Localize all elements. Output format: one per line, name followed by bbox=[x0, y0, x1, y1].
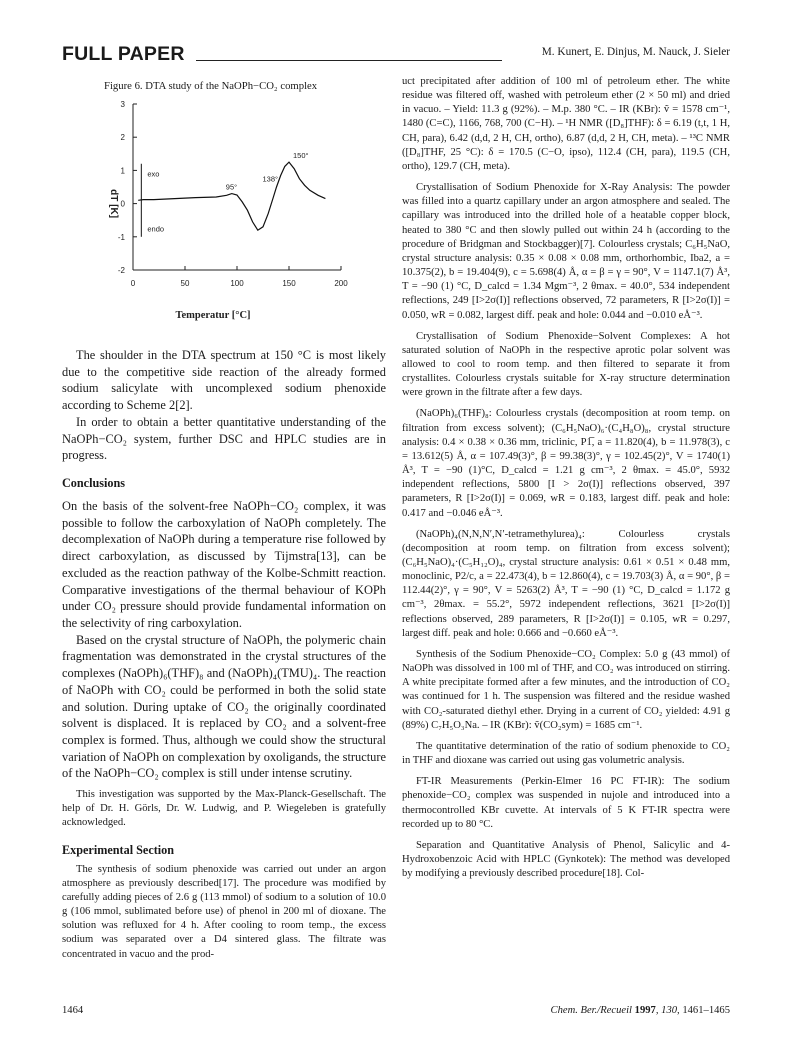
annotation-label: 150° bbox=[293, 151, 309, 161]
x-tick-label: 150 bbox=[282, 279, 296, 288]
paragraph: Based on the crystal structure of NaOPh, the polymeric chain fragmentation was demonstrated in the crystal structures of the complexes (NaOPh)₆(THF)₈ and (NaOPh)₄(TMU)₄. The reaction of NaOPh with CO₂ could be performed in both the solid state and solution. During uptake of CO₂ the originally coordinated solvent is displaced. It is replaced by CO₂ and a solvent-free complex is formed. Thus, although we could show the structural variation of NaOPh on complexation by oxoligands, the structure of the NaOPh−CO₂ complex is still under intense scrutiny. bbox=[62, 632, 386, 781]
paragraph: uct precipitated after addition of 100 ml of petroleum ether. The white residue was filtered off, washed with petroleum ether (2 × 50 ml) and dried in vacuo. – Yield: 11.3 g (92%). – M.p. 380 °C. – IR (KBr): ṽ = 1578 cm⁻¹, 1480 (C=C), 1166, 768, 700 (C−H). – ¹H NMR ([D₈]THF): δ = 6.19 (t,t, 1 H, CH, para), 6.42 (d,d, 2 H, CH, ortho), 6.87 (d,d, 2 H, CH, meta). – ¹³C NMR ([D₈]THF, 25 °C): δ = 170.5 (C−O, ipso), 112.4 (CH, para), 119.5 (CH, ortho), 129.7 (CH, meta). bbox=[402, 76, 730, 172]
paragraph: (NaOPh)₆(THF)₈: Colourless crystals (decomposition at room temp. on filtration from excess solvent); (C₆H₅NaO)₆·(C₄H₈O)₈, crystal structure analysis: 0.4 × 0.38 × 0.36 mm, triclinic, P1̅, a = 11.820(4), b = 11.978(3), c = 13.612(5) Å, α = 107.49(3)°, β = 99.38(3)°, γ = 102.45(2)°, V = 1740(1) Å³, T = −90 (1)°C, D_calcd = 1.21 g cm⁻³, 2 θmax. = 45.0°, 5932 independent reflections, 5800 [I > 2σ(I)] reflections observed, 397 parameters, R [I>2σ(I)] = 0.069, wR = 0.183, largest diff. peak and hole: 0.417 and −0.046 eÅ⁻³. bbox=[402, 408, 730, 519]
page-number: 1464 bbox=[62, 1005, 84, 1016]
heading-conclusions: Conclusions bbox=[62, 475, 125, 490]
annotation-label: exo bbox=[147, 169, 160, 179]
y-tick-label: 1 bbox=[120, 166, 125, 176]
paragraph: Synthesis of the Sodium Phenoxide−CO₂ Complex: 5.0 g (43 mmol) of NaOPh was dissolved in 100 ml of THF, and CO₂ was introduced on stirring. A white precipitate formed after a few minutes, and the introduction of CO₂ was continued for 1 h. The suspension was filtered and the residue washed with CO₂-saturated diethyl ether. Drying in a current of CO₂ yielded: 4.91 g (89%) C₇H₅O₃Na. – IR (KBr): ṽ(CO₂sym) = 1685 cm⁻¹. bbox=[402, 648, 730, 731]
paragraph: Crystallisation of Sodium Phenoxide−Solvent Complexes: A hot saturated solution of NaOPh in the respective aprotic polar solvent was allowed to cool to room temp. and then filtered to separate it from crystallites. Colourless crystals suitable for X-ray structure determination were grown in the filtrate after a few days. bbox=[402, 330, 730, 399]
figure-caption: Figure 6. DTA study of the NaOPh−CO₂ complex bbox=[104, 80, 318, 92]
journal-year: 1997 bbox=[634, 1005, 656, 1016]
journal-name: Chem. Ber./Recueil bbox=[550, 1005, 632, 1016]
y-tick-label: 3 bbox=[120, 100, 125, 109]
annotation-label: 138° bbox=[262, 174, 279, 184]
journal-pages: 1461–1465 bbox=[682, 1005, 730, 1016]
x-tick-label: 200 bbox=[334, 279, 348, 288]
section-label: FULL PAPER bbox=[62, 43, 185, 65]
paragraph: The shoulder in the DTA spectrum at 150 °C is most likely due to the competitive side reaction of the already formed sodium salicylate with uncomplexed sodium phenoxide according to Scheme 2[2]. bbox=[62, 348, 386, 413]
paragraph: Crystallisation of Sodium Phenoxide for X-Ray Analysis: The powder was filled into a quartz capillary under an argon atmosphere and sealed. The capillary was introduced into the drilled hole of a heatable copper block, heated to 380 °C and then slowly pulled out within 24 h (according to the procedure of Bridgman and Stockbagger)[7]. Colourless crystals; C₆H₅NaO, crystal structure analysis: 0.35 × 0.08 × 0.08 mm, orthorhombic, Iba2, a = 10.375(2), b = 19.404(9), c = 5.698(4) Å, α = β = γ = 90°, V = 1147.1(7) Å³, T = −90 (1) °C, D_calcd = 1.34 Mgm⁻³, 2 θmax. = 40.0°, 534 independent reflections, 249 [I>2σ(I)] reflections observed, 72 parameters, R [I>2σ(I)] = 0.050, wR = 0.082, largest diff. peak and hole: 0.044 and −0.010 eÅ⁻³. bbox=[402, 182, 730, 321]
paragraph: The quantitative determination of the ratio of sodium phenoxide to CO₂ in THF and dioxane was carried out using gas volumetric analysis. bbox=[402, 740, 730, 767]
x-axis-label: Temperatur [°C] bbox=[175, 310, 251, 321]
y-tick-label: -2 bbox=[117, 266, 125, 275]
paragraph: Separation and Quantitative Analysis of Phenol, Salicylic and 4-Hydroxobenzoic Acid with HPLC (Gynkotek): The method was developed by modifying a previously described procedure[18]. Col- bbox=[402, 839, 730, 880]
x-tick-label: 0 bbox=[130, 279, 136, 288]
dta-curve bbox=[138, 162, 325, 230]
left-column bbox=[62, 347, 386, 962]
running-authors: M. Kunert, E. Dinjus, M. Nauck, J. Sieler bbox=[541, 46, 730, 58]
y-axis-label: dT [K] bbox=[108, 189, 119, 219]
heading-experimental: Experimental Section bbox=[62, 842, 175, 857]
y-tick-label: 0 bbox=[120, 199, 125, 209]
paragraph: The synthesis of sodium phenoxide was carried out under an argon atmosphere as previously described[17]. The procedure was modified by carefully adding pieces of 2.6 g (113 mmol) of sodium to a solution of 10.0 g (106 mmol, sublimated before use) of phenol in 200 ml of dioxane. The solution was refluxed for 4 h. After cooling to room temp., the excess sodium was separated over a D4 sintered glass. The filtrate was concentrated in vacuo and the prod- bbox=[62, 863, 386, 960]
x-tick-label: 100 bbox=[230, 279, 244, 288]
dta-chart bbox=[100, 96, 370, 321]
journal-volume: 130 bbox=[661, 1005, 678, 1016]
y-tick-label: 2 bbox=[120, 133, 125, 143]
paragraph: (NaOPh)₄(N,N,N′,N′-tetramethylurea)₄: Colourless crystals (decomposition at room temp. on filtration from excess solvent); (C₆H₅NaO)₄·(C₅H₁₂O)₄, crystal structure analysis: 0.61 × 0.51 × 0.48 mm, monoclinic, P2/c, a = 22.473(4), b = 12.860(4), c = 19.703(3) Å, α = 90°, β = 112.44(2)°, γ = 90°, V = 5263(2) Å³, T = −90 (1) °C, D_calcd = 1.172 g cm⁻³, 2θmax. = 55.2°, 5972 independent reflections, 3621 [I>2σ(I)] reflections observed, 289 parameters, R [I>2σ(I)] = 0.105, wR = 0.297, largest diff. peak and hole: 0.666 and −0.660 eÅ⁻³. bbox=[402, 528, 730, 639]
paragraph: In order to obtain a better quantitative understanding of the NaOPh−CO₂ system, further DSC and HPLC studies are in progress. bbox=[62, 414, 386, 463]
right-column bbox=[402, 75, 730, 881]
annotation-label: endo bbox=[147, 224, 165, 234]
header-rule bbox=[196, 60, 502, 61]
x-tick-label: 50 bbox=[180, 279, 190, 288]
annotation-label: 95° bbox=[225, 182, 238, 192]
paragraph: FT-IR Measurements (Perkin-Elmer 16 PC FT-IR): The sodium phenoxide−CO₂ complex was suspended in nujole and introduced into a thermocontrolled KBr cuvette. At intervals of 5 K FT-IR spectra were recorded up to 80 °C. bbox=[402, 776, 730, 830]
acknowledgement: This investigation was supported by the Max-Planck-Gesellschaft. The help of Dr. H. Görls, Dr. W. Ludwig, and P. Wiegeleben is gratefully acknowledged. bbox=[62, 789, 386, 829]
y-tick-label: -1 bbox=[117, 232, 125, 242]
paragraph: On the basis of the solvent-free NaOPh−CO₂ complex, it was possible to follow the carboxylation of NaOPh completely. The decomplexation of NaOPh during a temperature rise followed by direct carboxylation, as discussed by Tijmstra[13], can be excluded as the reaction pathway of the Kolbe-Schmitt reaction. Comparative investigations of the thermal behaviour of KOPh under CO₂ pressure should provide fundamental information on the selectivity of ring carboxylation. bbox=[62, 499, 386, 630]
journal-citation: Chem. Ber./Recueil 1997, 130, 1461–1465 bbox=[550, 1005, 730, 1016]
